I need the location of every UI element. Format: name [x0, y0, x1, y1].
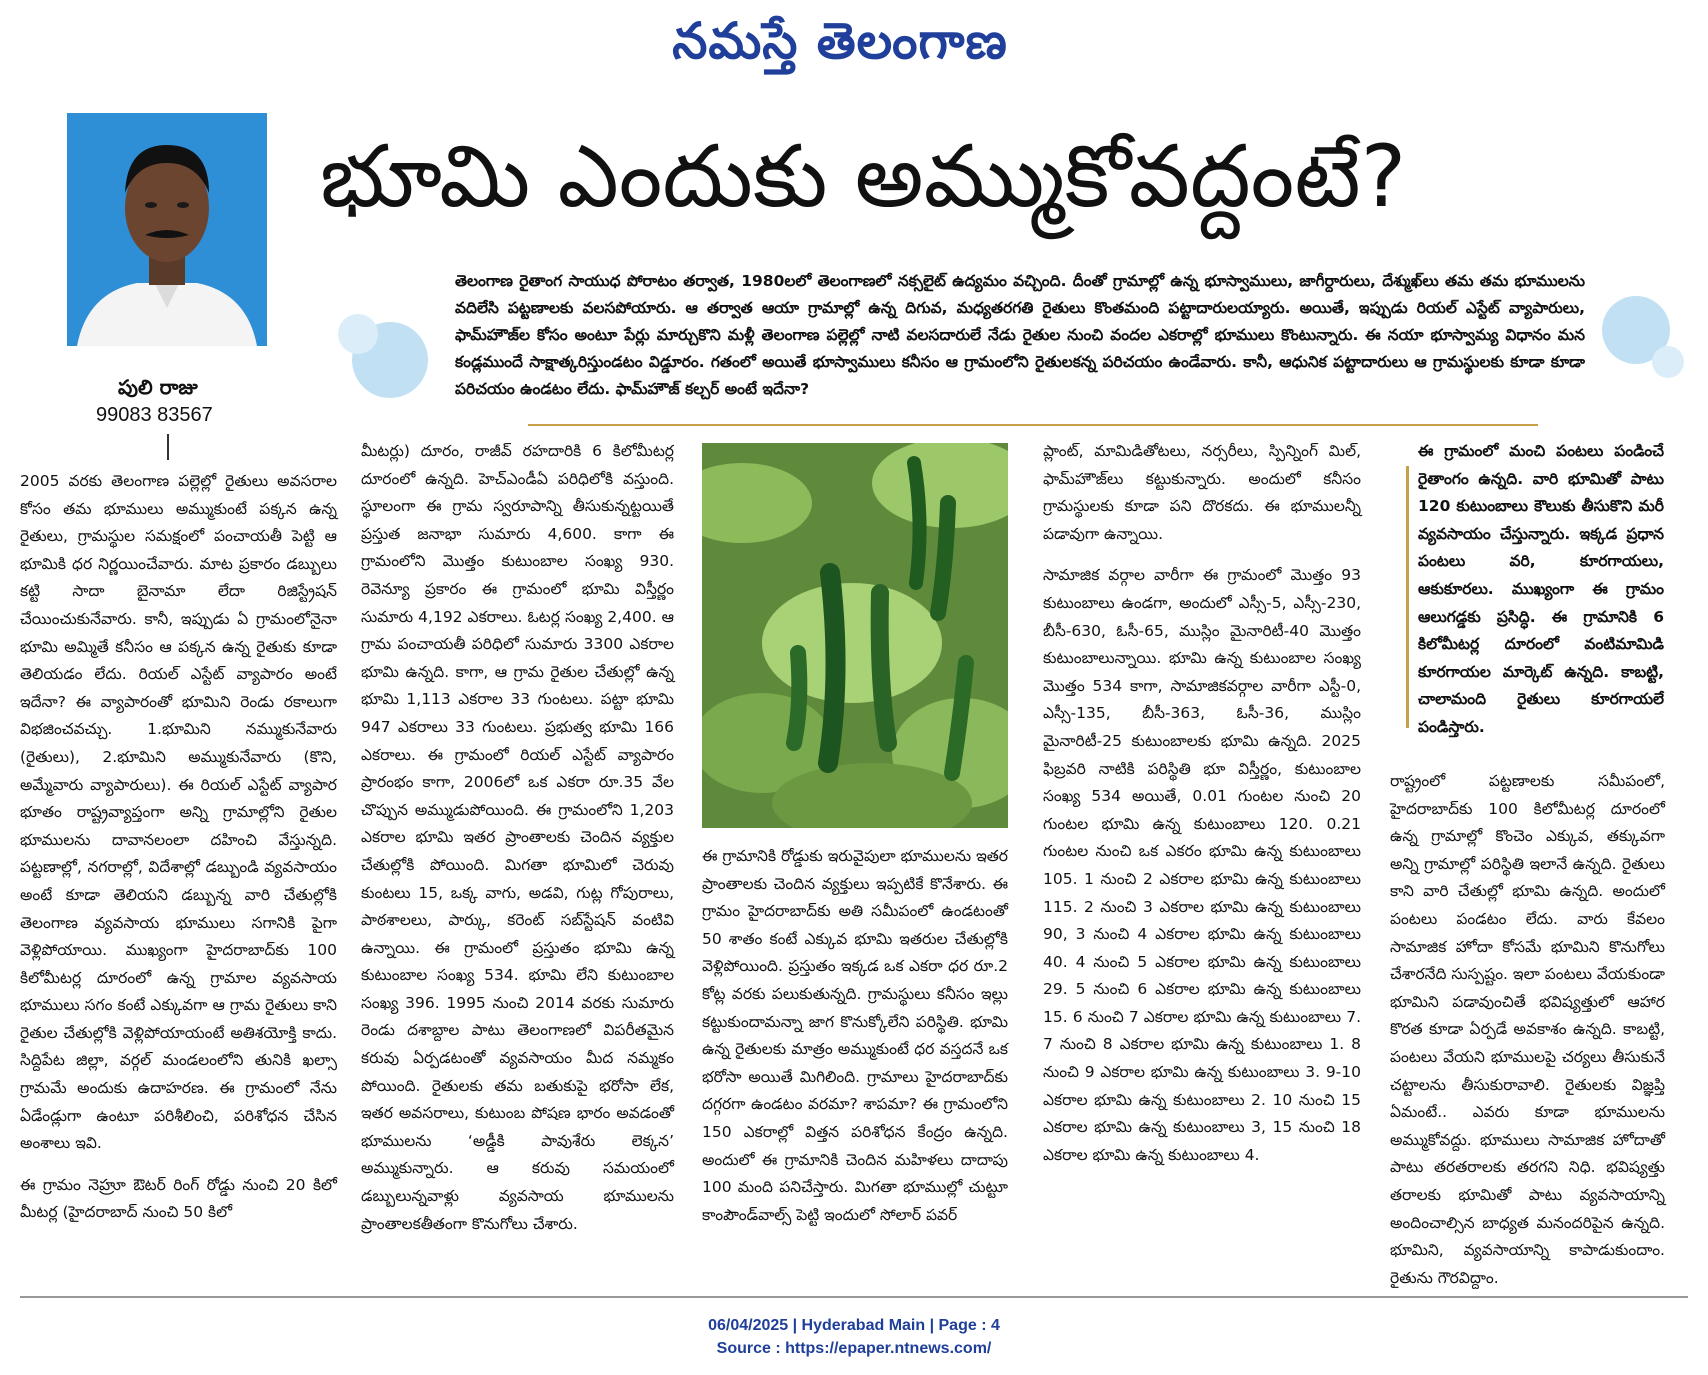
- intro-paragraph: తెలంగాణ రైతాంగ సాయుధ పోరాటం తర్వాత, 1980లలో తెలంగాణలో నక్సలైట్ ఉద్యమం వచ్చింది. దీంతో గ్రామాల్లో ఉన్న భూస్వాములు, జాగీర్దారులు, దేశ్ముఖ్‌లు తమ తమ భూములను వదిలేసి పట్టణాలకు వలసపోయారు. ఆ తర్వాత ఆయా గ్రామాల్లో ఉన్న దిగువ, మధ్యతరగతి రైతులు కొంతమంది పట్టాదారులయ్యారు. అయితే, ఇప్పుడు రియల్ ఎస్టేట్ వ్యాపారులు, ఫామ్‌హౌజ్‌ల కోసం అంటూ పేర్లు మార్చుకొని మళ్లీ తెలంగాణ పల్లెల్లో నాటి వలసదారులే నేడు రైతుల నుంచి వందల ఎకరాల్లో భూములు కొంటున్నారు. ఈ నయా భూస్వామ్య విధానం మన కండ్లముందే సాక్షాత్కరిస్తుండటం విడ్డూరం. గతంలో అయితే భూస్వాములు కనీసం ఆ గ్రామంలోని రైతులకన్న పరిచయం ఉండేవారు. కానీ, ఆధునిక పట్టాదారులు ఆ గ్రామస్థులకు కూడా కూడా పరిచయం ఉండటం లేదు. ఫామ్‌హౌజ్ కల్చర్ అంటే ఇదేనా?: [455, 272, 1585, 398]
- paragraph: ప్లాంట్, మామిడితోటలు, నర్సరీలు, స్పిన్నింగ్ మిల్, ఫామ్‌హౌజ్‌లు కట్టుకున్నారు. అందులో కనీసం గ్రామస్థులకు కూడా పని దొరకదు. ఈ భూములన్నీ పడావుగా ఉన్నాయి.: [1043, 442, 1361, 543]
- paragraph: ఈ గ్రామంలో మంచి పంటలు పండించే రైతాంగం ఉన్నది. వారి భూమితో పాటు 120 కుటుంబాలు కౌలుకు తీసుకొని మరీ వ్యవసాయం చేస్తున్నారు. ఇక్కడ ప్రధాన పంటలు వరి, కూరగాయలు, ఆకుకూరలు. ముఖ్యంగా ఈ గ్రామం ఆలుగడ్డకు ప్రసిద్ధి. ఈ గ్రామానికి 6 కిలోమీటర్ల దూరంలో వంటిమామిడి కూరగాయల మార్కెట్ ఉన్నది. కాబట్టి, చాలామంది రైతులు కూరగాయలే పండిస్తారు.: [1418, 442, 1664, 736]
- footer-divider: [20, 1296, 1688, 1298]
- paragraph: సామాజిక వర్గాల వారీగా ఈ గ్రామంలో మొత్తం 93 కుటుంబాలు ఉండగా, అందులో ఎస్సీ-5, ఎస్సీ-230, బీసీ-630, ఓసీ-65, ముస్లిం మైనారిటీ-40 మొత్తం కుటుంబాలున్నాయి. భూమి ఉన్న కుటుంబాల సంఖ్య మొత్తం 534 కాగా, సామాజికవర్గాల వారీగా ఎస్టీ-0, ఎస్సీ-135, బీసీ-363, ఓసీ-36, ముస్లిం మైనారిటీ-25 కుటుంబాలకు భూమి ఉన్నది. 2025 ఫిబ్రవరి నాటికి పరిస్థితి భూ విస్తీర్ణం, కుటుంబాల సంఖ్య 534 అయితే, 0.01 గుంటల నుంచి 20 గుంటల భూమి ఉన్న కుటుంబాలు 120. 0.21 గుంటల నుంచి ఒక ఎకరం భూమి ఉన్న కుటుంబాలు 105. 1 నుంచి 2 ఎకరాల భూమి ఉన్న కుటుంబాలు 115. 2 నుంచి 3 ఎకరాల భూమి ఉన్న కుటుంబాలు 90, 3 నుంచి 4 ఎకరాల భూమి ఉన్న కుటుంబాలు 40. 4 నుంచి 5 ఎకరాల భూమి ఉన్న కుటుంబాలు 29. 5 నుంచి 6 ఎకరాల భూమి ఉన్న కుటుంబాలు 15. 6 నుంచి 7 ఎకరాల భూమి ఉన్న కుటుంబాలు 7. 7 నుంచి 8 ఎకరాల భూమి ఉన్న కుటుంబాలు 1. 8 నుంచి 9 ఎకరాల భూమి ఉన్న కుటుంబాలు 3. 9-10 ఎకరాల భూమి ఉన్న కుటుంబాలు 2. 10 నుంచి 15 ఎకరాల భూమి ఉన్న కుటుంబాలు 3, 15 నుంచి 18 ఎకరాల భూమి ఉన్న కుటుంబాలు 4.: [1043, 566, 1361, 1164]
- author-phone: 99083 83567: [96, 404, 213, 426]
- sidebar-box: [1418, 438, 1664, 756]
- author-photo: [67, 113, 267, 346]
- paragraph: 2005 వరకు తెలంగాణ పల్లెల్లో రైతులు అవసరాల కోసం తమ భూములు అమ్ముకుంటే పక్కన ఉన్న రైతులు, గ్రామస్థుల సమక్షంలో పంచాయతీ పెట్టి ఆ భూమికి ధర నిర్ణయించేవారు. మాట ప్రకారం డబ్బులు కట్టి సాదా బైనామా లేదా రిజిస్ట్రేషన్ చేయించుకునేవారు. కానీ, ఇప్పుడు ఏ గ్రామంలోనైనా భూమి అమ్మితే కనీసం ఆ పక్కన ఉన్న రైతుకు కూడా తెలియడం లేదు. రియల్ ఎస్టేట్ వ్యాపారం అంటే ఇదేనా? ఈ వ్యాపారంతో భూమిని రెండు రకాలుగా విభజించవచ్చు. 1.భూమిని నమ్ముకునేవారు (రైతులు), 2.భూమిని అమ్ముకునేవారు (కొని, అమ్మేవారు వ్యాపారులు). ఈ రియల్ ఎస్టేట్ వ్యాపార భూతం రాష్ట్రవ్యాప్తంగా అన్ని గ్రామాల్లోని రైతుల భూములను దావానలంలా దహించి వేస్తున్నది. పట్టణాల్లో, నగరాల్లో, విదేశాల్లో డబ్బుండి వ్యవసాయం అంటే కూడా తెలియని డబ్బున్న వారి చేతుల్లోకి తెలంగాణ వ్యవసాయ భూములు సగానికి పైగా వెళ్లిపోయాయి. ముఖ్యంగా హైదరాబాద్‌కు 100 కిలోమీటర్ల దూరంలో ఉన్న గ్రామాల వ్యవసాయ భూములు సగం కంటే ఎక్కువగా ఆ గ్రామ రైతులు కాని రైతుల చేతుల్లోకి వెళ్లిపోయాయంటే అతిశయోక్తి కాదు. సిద్దిపేట జిల్లా, వర్గల్ మండలంలోని తునికి ఖల్సా గ్రామమే అందుకు ఉదాహరణ. ఈ గ్రామంలో నేను ఏడేండ్లుగా ఉంటూ పరిశీలించి, పరిశోధన చేసిన అంశాలు ఇవి.: [20, 472, 337, 1153]
- article-column-4: [1043, 438, 1361, 1183]
- article-column-2: [361, 438, 674, 1252]
- masthead-logo: నమస్తే తెలంగాణ: [672, 12, 1008, 70]
- intro-divider: [528, 424, 1538, 426]
- article-headline: భూమి ఎందుకు అమ్ముకోవద్దంటే?: [320, 127, 1407, 227]
- paragraph: ఈ గ్రామానికి రోడ్డుకు ఇరువైపులా భూములను ఇతర ప్రాంతాలకు చెందిన వ్యక్తులు ఇప్పటికే కొనేశారు. ఈ గ్రామం హైదరాబాద్‌కు అతి సమీపంలో ఉండటంతో 50 శాతం కంటే ఎక్కువ భూమి ఇతరుల చేతుల్లోకి వెళ్లిపోయింది. ప్రస్తుతం ఇక్కడ ఒక ఎకరా ధర రూ.2 కోట్ల వరకు పలుకుతున్నది. గ్రామస్థులు కనీసం ఇల్లు కట్టుకుందామన్నా జాగ కొనుక్కోలేని పరిస్థితి. భూమి ఉన్న రైతులకు మాత్రం అమ్ముకుంటే ధర వస్తదనే ఒక భరోసా అయితే మిగిలింది. గ్రామాలు హైదరాబాద్‌కు దగ్గరగా ఉండటం వరమా? శాపమా? ఈ గ్రామంలోని 150 ఎకరాల్లో విత్తన పరిశోధన కేంద్రం ఉన్నది. అందులో ఈ గ్రామానికి చెందిన మహిళలు దాదాపు 100 మంది పనిచేస్తారు. మిగతా భూముల్లో చుట్టూ కాంపౌండ్‌వాల్స్ పెట్టి ఇందులో సోలార్ పవర్: [702, 847, 1008, 1224]
- sidebar-accent-bar: [1406, 466, 1409, 728]
- footer-dateline: 06/04/2025 | Hyderabad Main | Page : 4: [708, 1317, 1000, 1334]
- quote-open-icon: [328, 300, 438, 410]
- footer-source: Source : https://epaper.ntnews.com/: [716, 1340, 992, 1357]
- quote-close-icon: [1590, 290, 1690, 390]
- article-column-3: [702, 843, 1008, 1243]
- article-column-1: [20, 468, 337, 1241]
- green-chili-photo: [702, 443, 1008, 828]
- author-divider: [167, 434, 169, 460]
- author-name: పులి రాజు: [118, 375, 198, 399]
- article-column-5: [1390, 768, 1665, 1306]
- paragraph: రాష్ట్రంలో పట్టణాలకు సమీపంలో, హైదరాబాద్‌కు 100 కిలోమీటర్ల దూరంలో ఉన్న గ్రామాల్లో కొంచెం ఎక్కువ, తక్కువగా అన్ని గ్రామాల్లో పరిస్థితి ఇలానే ఉన్నది. రైతులు కాని వారి చేతుల్లో భూమి ఉన్నది. అందులో పంటలు పండటం లేదు. వారు కేవలం సామాజిక హోదా కోసమే భూమిని కొనుగోలు చేశారనేది సుస్పష్టం. ఇలా పంటలు వేయకుండా భూమిని పడావుంచితే భవిష్యత్తులో ఆహార కొరత కూడా ఏర్పడే అవకాశం ఉన్నది. కాబట్టి, పంటలు వేయని భూములపై చర్యలు తీసుకునే చట్టాలను తీసుకురావాలి. రైతులకు విజ్ఞప్తి ఏమంటే.. ఎవరు కూడా భూములను అమ్ముకోవద్దు. భూములు సామాజిక హోదాతో పాటు తరతరాలకు తరగని నిధి. భవిష్యత్తు తరాలకు భూమితో పాటు వ్యవసాయాన్ని అందించాల్సిన బాధ్యత మనందరిపైన ఉన్నది. భూమిని, వ్యవసాయాన్ని కాపాడుకుందాం. రైతును గౌరవిద్దాం.: [1390, 772, 1665, 1287]
- paragraph: మీటర్లు) దూరం, రాజీవ్ రహదారికి 6 కిలోమీటర్ల దూరంలో ఉన్నది. హెచ్ఎండీఏ పరిధిలోకి వస్తుంది. స్థూలంగా ఈ గ్రామ స్వరూపాన్ని తీసుకున్నట్టయితే ప్రస్తుత జనాభా సుమారు 4,600. కాగా ఈ గ్రామంలోని మొత్తం కుటుంబాల సంఖ్య 930. రెవెన్యూ ప్రకారం ఈ గ్రామంలో భూమి విస్తీర్ణం సుమారు 4,192 ఎకరాలు. ఓటర్ల సంఖ్య 2,400. ఆ గ్రామ పంచాయతీ పరిధిలో సుమారు 3300 ఎకరాల భూమి ఉన్నది. కాగా, ఆ గ్రామ రైతుల చేతుల్లో ఉన్న భూమి 1,113 ఎకరాల 33 గుంటలు. పట్టా భూమి 947 ఎకరాలు 33 గుంటలు. ప్రభుత్వ భూమి 166 ఎకరాలు. ఈ గ్రామంలో రియల్ ఎస్టేట్ వ్యాపారం ప్రారంభం కాగా, 2006లో ఒక ఎకరా రూ.35 వేల చొప్పున అమ్ముడుపోయింది. ఈ గ్రామంలోని 1,203 ఎకరాల భూమి ఇతర ప్రాంతాలకు చెందిన వ్యక్తుల చేతుల్లోకి పోయింది. మిగతా భూమిలో చెరువు కుంటలు 15, ఒక్క వాగు, అడవి, గుట్ల గోపురాలు, పాఠశాలలు, పార్కు, కరెంట్ సబ్‌స్టేషన్ వంటివి ఉన్నాయి. ఈ గ్రామంలో ప్రస్తుతం భూమి ఉన్న కుటుంబాల సంఖ్య 534. భూమి లేని కుటుంబాల సంఖ్య 396. 1995 నుంచి 2014 వరకు సుమారు రెండు దశాబ్దాల పాటు తెలంగాణలో విపరీతమైన కరువు ఏర్పడటంతో వ్యవసాయం మీద నమ్మకం పోయింది. రైతులకు తమ బతుకుపై భరోసా లేక, ఇతర అవసరాలు, కుటుంబ పోషణ భారం అవడంతో భూములను ‘అడ్డీకి పావుశేరు లెక్కన’ అమ్ముకున్నారు. ఆ కరువు సమయంలో డబ్బులున్నవాళ్లు వ్యవసాయ భూములను ప్రాంతాలకతీతంగా కొనుగోలు చేశారు.: [361, 442, 674, 1233]
- paragraph: ఈ గ్రామం నెహ్రూ ఔటర్ రింగ్ రోడ్డు నుంచి 20 కిలో మీటర్ల (హైదరాబాద్ నుంచి 50 కిలో: [20, 1175, 337, 1222]
